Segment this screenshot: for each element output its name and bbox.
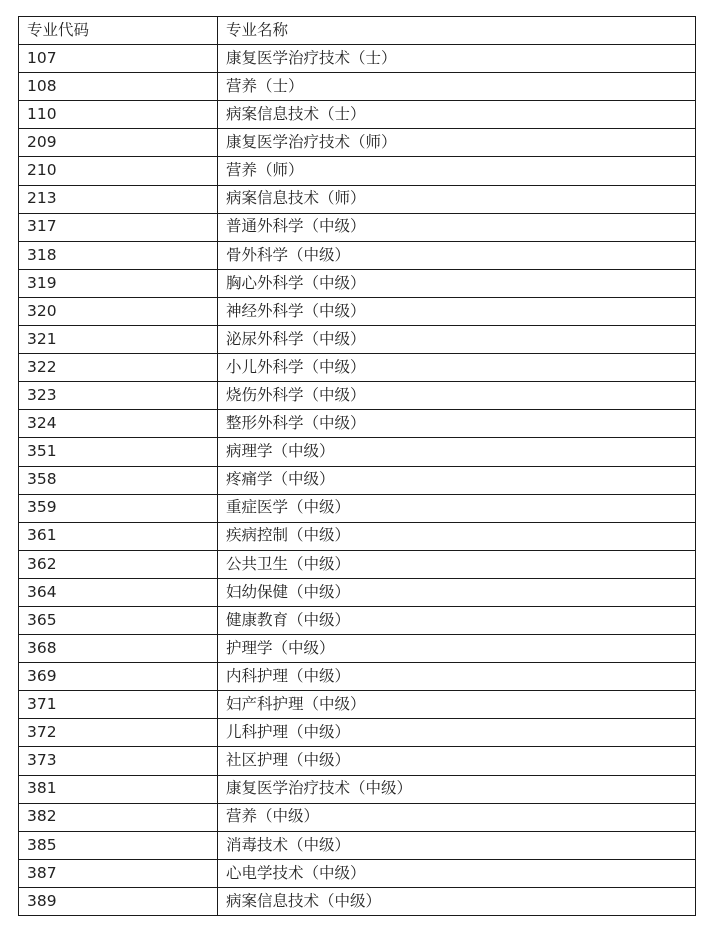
specialty-code-cell: 373 bbox=[19, 747, 218, 775]
specialty-code-cell: 108 bbox=[19, 73, 218, 101]
table-body bbox=[19, 45, 696, 916]
specialty-name-cell: 消毒技术（中级） bbox=[218, 831, 696, 859]
specialty-name-cell: 神经外科学（中级） bbox=[218, 297, 696, 325]
table-row bbox=[19, 606, 696, 634]
table-row bbox=[19, 466, 696, 494]
table-header-row bbox=[19, 17, 696, 45]
specialty-code-cell: 382 bbox=[19, 803, 218, 831]
specialty-code-cell: 389 bbox=[19, 887, 218, 915]
specialty-code-cell: 320 bbox=[19, 297, 218, 325]
specialty-code-cell: 321 bbox=[19, 326, 218, 354]
specialty-code-cell: 351 bbox=[19, 438, 218, 466]
specialty-code-cell: 213 bbox=[19, 185, 218, 213]
specialty-name-cell: 小儿外科学（中级） bbox=[218, 354, 696, 382]
specialty-name-cell: 泌尿外科学（中级） bbox=[218, 326, 696, 354]
table-row bbox=[19, 269, 696, 297]
specialty-code-cell: 361 bbox=[19, 522, 218, 550]
specialty-name-cell: 病理学（中级） bbox=[218, 438, 696, 466]
table-row bbox=[19, 185, 696, 213]
specialty-name-cell: 骨外科学（中级） bbox=[218, 241, 696, 269]
table-row bbox=[19, 213, 696, 241]
specialty-code-cell: 107 bbox=[19, 45, 218, 73]
table-row bbox=[19, 550, 696, 578]
specialty-name-cell: 疾病控制（中级） bbox=[218, 522, 696, 550]
specialty-name-cell: 儿科护理（中级） bbox=[218, 719, 696, 747]
specialty-code-cell: 385 bbox=[19, 831, 218, 859]
table-row bbox=[19, 438, 696, 466]
specialty-name-cell: 健康教育（中级） bbox=[218, 606, 696, 634]
specialty-name-cell: 营养（士） bbox=[218, 73, 696, 101]
specialty-name-cell: 妇幼保健（中级） bbox=[218, 578, 696, 606]
specialty-code-cell: 209 bbox=[19, 129, 218, 157]
table-row bbox=[19, 775, 696, 803]
specialty-name-cell: 重症医学（中级） bbox=[218, 494, 696, 522]
table-row bbox=[19, 326, 696, 354]
table-row bbox=[19, 297, 696, 325]
specialty-code-cell: 362 bbox=[19, 550, 218, 578]
specialty-name-cell: 病案信息技术（中级） bbox=[218, 887, 696, 915]
specialty-code-cell: 381 bbox=[19, 775, 218, 803]
specialty-name-cell: 整形外科学（中级） bbox=[218, 410, 696, 438]
specialty-name-cell: 营养（师） bbox=[218, 157, 696, 185]
table-row bbox=[19, 887, 696, 915]
table-row bbox=[19, 691, 696, 719]
specialty-code-cell: 323 bbox=[19, 382, 218, 410]
specialty-code-cell: 364 bbox=[19, 578, 218, 606]
specialty-name-cell: 护理学（中级） bbox=[218, 635, 696, 663]
table-row bbox=[19, 522, 696, 550]
table-row bbox=[19, 663, 696, 691]
specialty-code-cell: 365 bbox=[19, 606, 218, 634]
specialty-name-cell: 营养（中级） bbox=[218, 803, 696, 831]
specialty-name-cell: 病案信息技术（士） bbox=[218, 101, 696, 129]
specialty-code-cell: 359 bbox=[19, 494, 218, 522]
table-row bbox=[19, 410, 696, 438]
specialty-code-cell: 317 bbox=[19, 213, 218, 241]
table-row bbox=[19, 719, 696, 747]
table-row bbox=[19, 241, 696, 269]
specialty-code-cell: 387 bbox=[19, 859, 218, 887]
table-row bbox=[19, 101, 696, 129]
specialty-code-cell: 368 bbox=[19, 635, 218, 663]
specialty-code-cell: 318 bbox=[19, 241, 218, 269]
table-row bbox=[19, 747, 696, 775]
table-row bbox=[19, 803, 696, 831]
specialty-name-cell: 胸心外科学（中级） bbox=[218, 269, 696, 297]
specialty-code-cell: 324 bbox=[19, 410, 218, 438]
specialty-code-cell: 319 bbox=[19, 269, 218, 297]
specialty-name-cell: 康复医学治疗技术（士） bbox=[218, 45, 696, 73]
specialty-name-cell: 康复医学治疗技术（中级） bbox=[218, 775, 696, 803]
table-row bbox=[19, 831, 696, 859]
specialty-name-cell: 妇产科护理（中级） bbox=[218, 691, 696, 719]
table-row bbox=[19, 635, 696, 663]
specialty-name-cell: 病案信息技术（师） bbox=[218, 185, 696, 213]
table-row bbox=[19, 129, 696, 157]
specialty-name-cell: 普通外科学（中级） bbox=[218, 213, 696, 241]
specialty-name-cell: 社区护理（中级） bbox=[218, 747, 696, 775]
specialty-code-cell: 358 bbox=[19, 466, 218, 494]
table-row bbox=[19, 382, 696, 410]
table-row bbox=[19, 45, 696, 73]
specialty-code-cell: 110 bbox=[19, 101, 218, 129]
specialty-name-cell: 康复医学治疗技术（师） bbox=[218, 129, 696, 157]
specialty-name-cell: 内科护理（中级） bbox=[218, 663, 696, 691]
specialty-code-cell: 369 bbox=[19, 663, 218, 691]
table-row bbox=[19, 157, 696, 185]
specialty-table bbox=[18, 16, 696, 916]
specialty-code-cell: 210 bbox=[19, 157, 218, 185]
header-specialty-name: 专业名称 bbox=[218, 17, 696, 45]
specialty-code-cell: 322 bbox=[19, 354, 218, 382]
table-row bbox=[19, 859, 696, 887]
table-row bbox=[19, 494, 696, 522]
table-row bbox=[19, 578, 696, 606]
table-row bbox=[19, 354, 696, 382]
specialty-name-cell: 公共卫生（中级） bbox=[218, 550, 696, 578]
header-specialty-code: 专业代码 bbox=[19, 17, 218, 45]
specialty-name-cell: 疼痛学（中级） bbox=[218, 466, 696, 494]
specialty-name-cell: 心电学技术（中级） bbox=[218, 859, 696, 887]
specialty-name-cell: 烧伤外科学（中级） bbox=[218, 382, 696, 410]
table-row bbox=[19, 73, 696, 101]
specialty-code-cell: 371 bbox=[19, 691, 218, 719]
specialty-code-cell: 372 bbox=[19, 719, 218, 747]
